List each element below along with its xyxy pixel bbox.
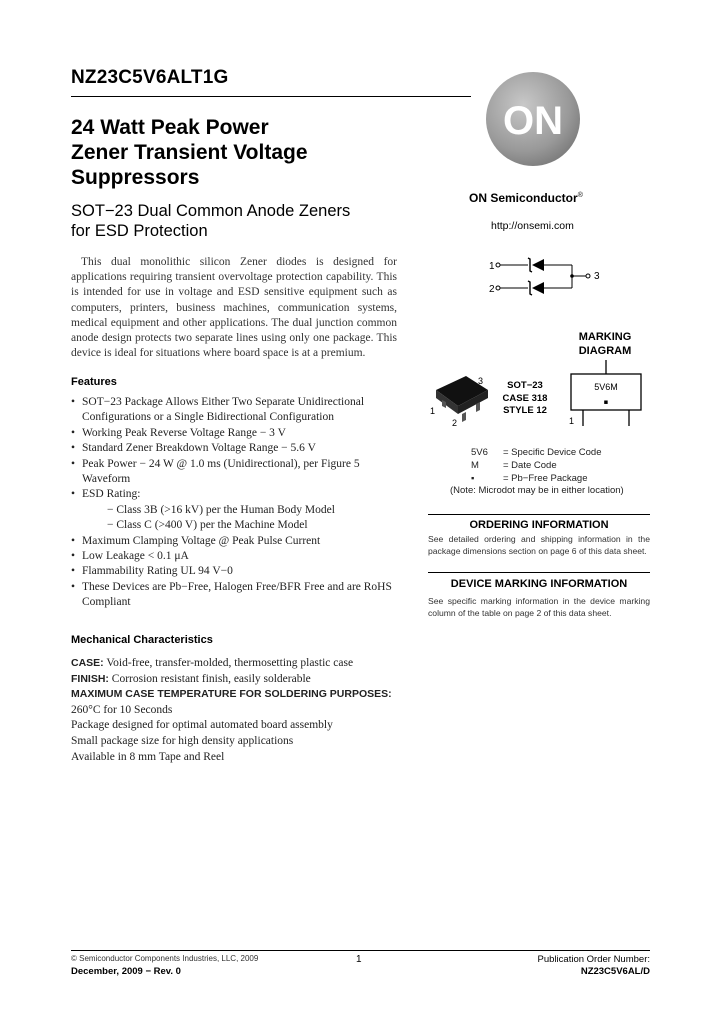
feature-item: • Standard Zener Breakdown Voltage Range − 5.6 V <box>71 441 401 456</box>
package-label-line: SOT−23 <box>507 380 543 391</box>
marking-code: 5V6M <box>594 382 618 392</box>
feature-item: • ESD Rating: <box>71 487 401 502</box>
feature-item: • Low Leakage < 0.1 μA <box>71 549 401 564</box>
pin-2-label: 2 <box>489 284 495 295</box>
subtitle-line: for ESD Protection <box>71 222 208 240</box>
legend-desc: = Specific Device Code <box>503 447 602 458</box>
circuit-diagram <box>484 250 604 300</box>
device-marking-rule <box>428 572 650 573</box>
marking-pin-1: 1 <box>569 416 575 426</box>
package-pin-3: 3 <box>478 376 484 386</box>
pin-3-label: 3 <box>594 271 600 282</box>
device-marking-text: See specific marking information in the device marking column of the table on page 2 of this data sheet. <box>428 596 650 618</box>
marking-diagram <box>561 360 651 440</box>
date-revision: December, 2009 − Rev. 0 <box>71 966 181 977</box>
marking-microdot: ▪ <box>603 398 609 406</box>
package-pin-2: 2 <box>452 418 458 428</box>
package-label-line: CASE 318 <box>502 392 548 404</box>
mech-finish-label: FINISH: <box>71 672 109 685</box>
zener-diode-1 <box>528 258 544 272</box>
zener-diode-2 <box>528 281 544 295</box>
feature-item: • Maximum Clamping Voltage @ Peak Pulse Current <box>71 534 401 549</box>
mech-case-text: Void-free, transfer-molded, thermosetting plastic case <box>106 657 354 669</box>
legend-row <box>471 446 601 459</box>
mech-finish-text: Corrosion resistant finish, easily solderable <box>111 672 311 685</box>
brand-name <box>469 191 583 205</box>
esd-sub-item: − Class 3B (>16 kV) per the Human Body Model <box>107 503 335 516</box>
pin-1-label: 1 <box>489 261 495 272</box>
mechanical-heading: Mechanical Characteristics <box>71 634 213 646</box>
copyright: © Semiconductor Components Industries, LLC, 2009 <box>71 954 259 963</box>
mech-line: Package designed for optimal automated board assembly <box>71 719 333 732</box>
feature-item: • SOT−23 Package Allows Either Two Separate Unidirectional Configurations or a Single Bidirectional Configuration <box>71 395 401 426</box>
mech-case-line <box>71 656 411 672</box>
publication-label: Publication Order Number: <box>537 954 650 965</box>
ordering-text: See detailed ordering and shipping information in the package dimensions section on page 6 of this data sheet. <box>428 534 650 556</box>
website-link[interactable]: http://onsemi.com <box>491 220 574 232</box>
title-line: 24 Watt Peak Power <box>71 116 269 139</box>
mech-case-label: CASE: <box>71 657 104 669</box>
esd-sub-item: − Class C (>400 V) per the Machine Model <box>107 519 308 532</box>
intro-paragraph <box>71 255 397 361</box>
title-line: Suppressors <box>71 166 200 189</box>
mech-line: Small package size for high density applications <box>71 734 294 747</box>
package-label-line: STYLE 12 <box>503 405 547 416</box>
marking-legend <box>471 446 601 485</box>
footer-rule <box>71 950 650 951</box>
pin-3-terminal <box>586 274 590 278</box>
logo-text: ON <box>503 99 563 143</box>
legend-note: (Note: Microdot may be in either location) <box>450 485 624 496</box>
marking-title-line: MARKING <box>578 331 632 343</box>
marking-title-line: DIAGRAM <box>578 345 632 357</box>
legend-row <box>471 472 601 485</box>
on-logo <box>485 71 581 167</box>
ordering-heading: ORDERING INFORMATION <box>469 519 609 531</box>
package-label <box>498 380 552 418</box>
subtitle-line: SOT−23 Dual Common Anode Zeners <box>71 202 351 220</box>
mech-temp-label: MAXIMUM CASE TEMPERATURE FOR SOLDERING PURPOSES: <box>71 688 392 701</box>
header-rule <box>71 96 471 97</box>
legend-row <box>471 459 601 472</box>
brand-text: ON Semiconductor <box>469 191 578 205</box>
features-heading: Features <box>71 376 117 388</box>
page-number: 1 <box>356 954 362 965</box>
legend-desc: = Date Code <box>503 460 557 471</box>
legend-code: M <box>471 460 479 471</box>
marking-diagram-title <box>560 330 650 358</box>
page-subtitle <box>71 201 350 241</box>
mech-temp-line <box>71 687 411 703</box>
part-number: NZ23C5V6ALT1G <box>71 67 229 88</box>
junction-dot <box>570 274 574 278</box>
mech-line: Available in 8 mm Tape and Reel <box>71 750 225 763</box>
title-line: Zener Transient Voltage <box>71 141 308 164</box>
device-marking-heading: DEVICE MARKING INFORMATION <box>450 578 628 590</box>
pin-2-terminal <box>496 286 500 290</box>
pin-1-terminal <box>496 263 500 267</box>
publication-number: NZ23C5V6AL/D <box>580 966 650 977</box>
package-pin-1: 1 <box>430 406 436 416</box>
features-list <box>71 395 401 611</box>
registered-mark: ® <box>577 192 583 199</box>
feature-item: • These Devices are Pb−Free, Halogen Free/BFR Free and are RoHS Compliant <box>71 580 401 611</box>
sot23-package-drawing <box>428 370 498 430</box>
feature-item: • Peak Power − 24 W @ 1.0 ms (Unidirectional), per Figure 5 Waveform <box>71 457 401 488</box>
intro-text: This dual monolithic silicon Zener diodes is designed for applications requiring transient overvoltage protection capability. This is intended for use in voltage and ESD sensitive equipment such as computers, printers, business machines, communication systems, medical equipment and other applications. The dual junction common anode design protects two separate lines using only one package. This device is ideal for situations where board space is at a premium. <box>71 256 397 360</box>
feature-item: • Working Peak Reverse Voltage Range − 3 V <box>71 426 401 441</box>
legend-code: 5V6 <box>471 447 488 458</box>
feature-item: • Flammability Rating UL 94 V−0 <box>71 564 401 579</box>
legend-code: ▪ <box>471 473 475 484</box>
ordering-rule <box>428 514 650 515</box>
mech-finish-line <box>71 672 411 688</box>
mech-temp-text: 260°C for 10 Seconds <box>71 703 173 716</box>
legend-desc: = Pb−Free Package <box>503 473 588 484</box>
mechanical-list <box>71 656 411 765</box>
page-title <box>71 115 308 190</box>
